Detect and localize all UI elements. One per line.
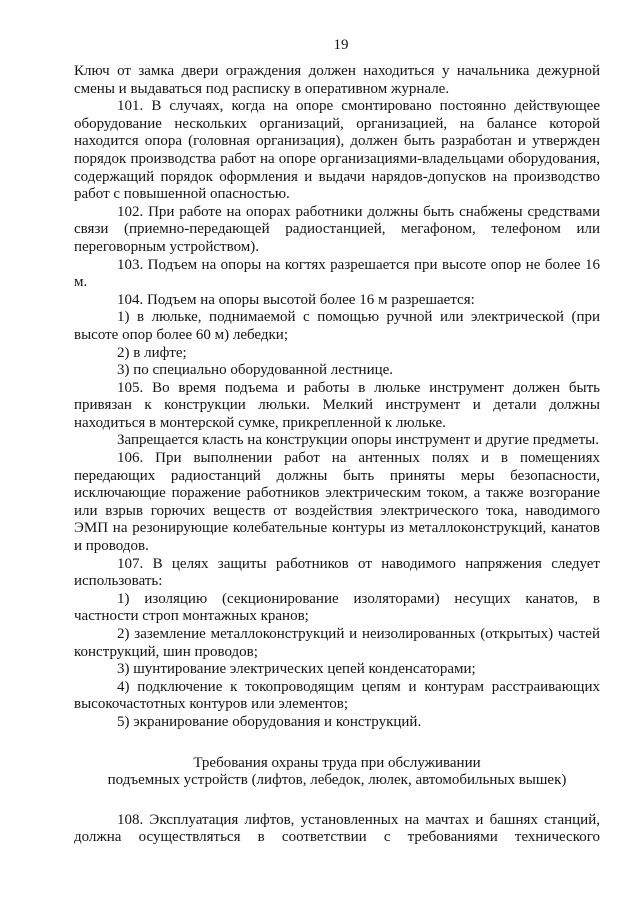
paragraph-107-item-1: 1) изоляцию (секционирование изоляторами) несущих канатов, в частности строп монтажных кранов;	[74, 590, 600, 625]
top-paragraphs	[74, 63, 600, 732]
paragraph-107-item-3: 3) шунтирование электрических цепей конденсаторами;	[117, 661, 476, 678]
paragraph-106: 106. При выполнении работ на антенных полях и в помещениях передающих радиостанций должны быть приняты меры безопасности, исключающие поражение работников электрическим током, а также возгорание или взрыв горючих веществ от воздействия электрического тока, наводимого ЭМП на резонирующие колебательные контуры из металлоконструкций, канатов и проводов.	[74, 450, 600, 555]
section-heading-line-1: Требования охраны труда при обслуживании	[193, 754, 481, 771]
paragraph-102: 102. При работе на опорах работники должны быть снабжены средствами связи (приемно-передающей радиостанцией, мегафоном, телефоном или переговорным устройством).	[74, 203, 600, 255]
section-heading-line-2: подъемных устройств (лифтов, лебедок, люлек, автомобильных вышек)	[107, 772, 567, 789]
paragraph-107-item-2: 2) заземление металлоконструкций и неизолированных (открытых) частей конструкций, шин проводов;	[74, 626, 600, 660]
paragraph-108: 108. Эксплуатация лифтов, установленных на мачтах и башнях станций, должна осуществляться в соответствии с требованиями технического	[74, 811, 600, 846]
paragraph-104-item-3: 3) по специально оборудованной лестнице.	[117, 362, 394, 379]
paragraph-101: 101. В случаях, когда на опоре смонтировано постоянно действующее оборудование нескольких организаций, организацией, на балансе которой находится опора (головная организация), должен быть разработан и утвержден порядок производства работ на опоре организациями-владельцами оборудования, содержащий порядок оформления и выдачи нарядов-допусков на производство работ с повышенной опасностью.	[74, 98, 600, 203]
paragraph-105: 105. Во время подъема и работы в люльке инструмент должен быть привязан к конструкции люльки. Мелкий инструмент и детали должны находиться в монтерской сумке, прикрепленной к люльке.	[74, 379, 600, 431]
paragraph-107: 107. В целях защиты работников от наводимого напряжения следует использовать:	[74, 555, 600, 590]
bottom-paragraphs	[74, 812, 600, 847]
paragraph-104-item-1: 1) в люльке, поднимаемой с помощью ручной или электрической (при высоте опор более 60 м) лебедки;	[74, 309, 600, 343]
paragraph-107-item-4: 4) подключение к токопроводящим цепям и контурам расстраивающих высокочастотных контуров или элементов;	[74, 678, 600, 713]
page-number: 19	[333, 37, 349, 53]
paragraph-104-item-2: 2) в лифте;	[117, 344, 187, 361]
section-heading	[74, 755, 600, 790]
paragraph-104: 104. Подъем на опоры высотой более 16 м разрешается:	[117, 291, 475, 308]
paragraph-105-prohibition: Запрещается класть на конструкции опоры инструмент и другие предметы.	[117, 432, 599, 449]
paragraph-103: 103. Подъем на опоры на когтях разрешается при высоте опор не более 16 м.	[74, 256, 600, 291]
paragraph-key-door: Ключ от замка двери ограждения должен находиться у начальника дежурной смены и выдаваться под расписку в оперативном журнале.	[74, 63, 600, 97]
paragraph-107-item-5: 5) экранирование оборудования и конструкций.	[117, 713, 422, 730]
